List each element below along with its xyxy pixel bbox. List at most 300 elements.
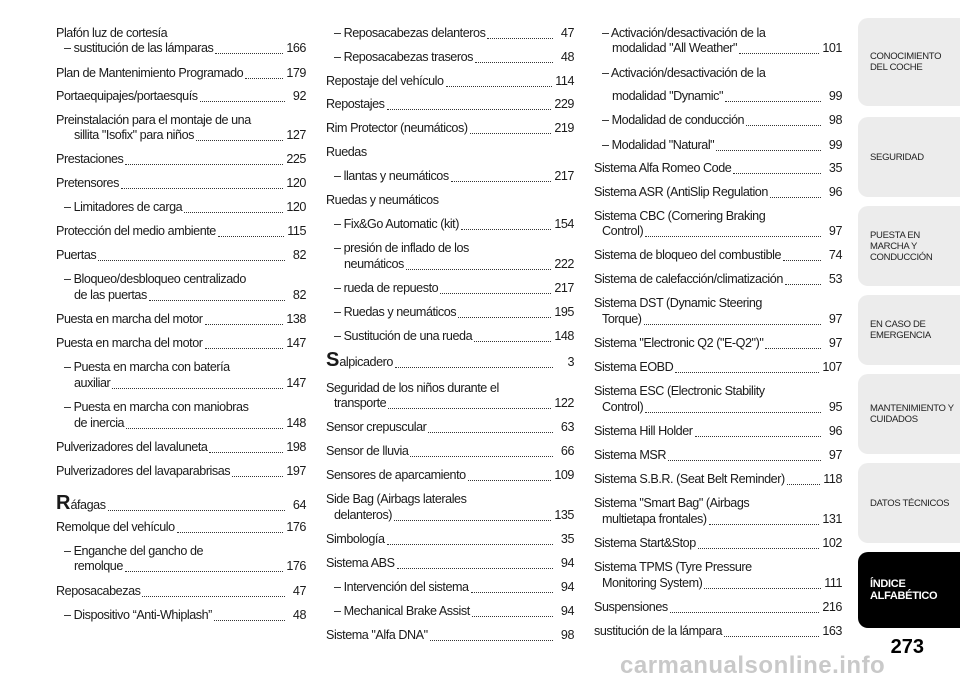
page-ref: 107	[822, 360, 842, 374]
index-entry	[56, 152, 306, 167]
dot-leader	[725, 91, 821, 102]
index-entry	[56, 544, 306, 559]
dot-leader	[765, 338, 821, 349]
index-entry	[326, 241, 574, 256]
dot-leader	[746, 115, 821, 126]
index-entry	[594, 512, 842, 527]
dot-leader	[218, 226, 284, 237]
dot-leader	[112, 378, 283, 389]
index-entry	[594, 560, 842, 575]
entry-text: Simbología	[326, 532, 385, 546]
page-ref: 127	[286, 128, 306, 142]
page-ref: 222	[554, 257, 574, 271]
page-ref: 216	[822, 600, 842, 614]
index-entry	[56, 360, 306, 375]
index-entry	[56, 584, 306, 599]
entry-text: Sistema de calefacción/climatización	[594, 272, 783, 286]
page-ref: 101	[822, 41, 842, 55]
index-entry	[594, 113, 842, 128]
page-ref: 82	[292, 288, 306, 302]
page-ref: 94	[560, 604, 574, 618]
entry-text: Sistema Start&Stop	[594, 536, 696, 550]
index-entry	[594, 600, 842, 615]
entry-text: Sistema ESC (Electronic Stability	[594, 384, 765, 398]
page-ref: 95	[828, 400, 842, 414]
index-entry	[56, 89, 306, 104]
dot-leader	[125, 154, 283, 165]
dot-leader	[177, 522, 284, 533]
dot-leader	[471, 582, 553, 593]
page-ref: 35	[560, 532, 574, 546]
page-ref: 74	[828, 248, 842, 262]
entry-text: Pulverizadores del lavaluneta	[56, 440, 208, 454]
dot-leader	[126, 418, 283, 429]
page-ref: 53	[828, 272, 842, 286]
dot-leader	[733, 163, 821, 174]
entry-text: Sistema "Electronic Q2 ("E-Q2")"	[594, 336, 764, 350]
entry-text: – rueda de repuesto	[334, 281, 439, 295]
entry-text: Portaequipajes/portaesquís	[56, 89, 198, 103]
entry-text: remolque	[74, 559, 123, 573]
index-entry	[326, 381, 574, 396]
entry-text	[56, 492, 106, 514]
index-entry	[326, 26, 574, 41]
index-entry	[326, 444, 574, 459]
index-entry	[594, 536, 842, 551]
page-ref: 94	[560, 580, 574, 594]
page-ref: 195	[554, 305, 574, 319]
index-entry	[326, 169, 574, 184]
entry-text: Plan de Mantenimiento Programado	[56, 66, 244, 80]
entry-text: Puesta en marcha del motor	[56, 336, 203, 350]
chapter-tab-label: CONOCIMIENTO DEL COCHE	[870, 51, 942, 73]
entry-text: Ruedas	[326, 145, 367, 159]
entry-text: – Puesta en marcha con maniobras	[64, 400, 249, 414]
index-entry	[594, 448, 842, 463]
entry-text: – sustitución de las lámparas	[64, 41, 214, 55]
dot-leader	[397, 558, 553, 569]
index-entry	[326, 50, 574, 65]
chapter-tab[interactable]	[858, 295, 960, 365]
dot-leader	[739, 43, 819, 54]
page-ref: 138	[286, 312, 306, 326]
chapter-tab[interactable]	[858, 552, 960, 628]
page-ref: 217	[554, 169, 574, 183]
dot-leader	[395, 357, 553, 368]
dot-leader	[451, 171, 552, 182]
index-entry	[326, 396, 574, 411]
entry-text: modalidad "All Weather"	[612, 41, 738, 55]
page-ref: 99	[828, 138, 842, 152]
index-entry	[326, 74, 574, 89]
entry-text: Plafón luz de cortesía	[56, 26, 168, 40]
page-ref: 176	[286, 520, 306, 534]
page-ref: 109	[554, 468, 574, 482]
index-entry	[594, 41, 842, 56]
dot-leader	[675, 362, 819, 373]
entry-text: – Activación/desactivación de la	[602, 26, 766, 40]
entry-text: – llantas y neumáticos	[334, 169, 449, 183]
entry-text: Repostajes	[326, 97, 385, 111]
entry-text: modalidad "Dynamic"	[612, 89, 723, 103]
entry-text: Protección del medio ambiente	[56, 224, 216, 238]
entry-text: Sistema "Alfa DNA"	[326, 628, 428, 642]
chapter-tab-label: PUESTA EN MARCHA Y CONDUCCIÓN	[870, 229, 933, 263]
dot-leader	[440, 283, 551, 294]
dot-leader	[98, 250, 285, 261]
page-ref: 47	[560, 26, 574, 40]
index-entry	[594, 576, 842, 591]
entry-text: – Fix&Go Automatic (kit)	[334, 217, 459, 231]
index-entry	[594, 336, 842, 351]
index-entry	[56, 440, 306, 455]
dot-leader	[645, 402, 821, 413]
entry-text: Seguridad de los niños durante el	[326, 381, 499, 395]
dot-leader	[205, 314, 284, 325]
index-entry	[594, 89, 842, 104]
index-entry	[594, 400, 842, 415]
dot-leader	[698, 538, 820, 549]
index-entry	[326, 532, 574, 547]
page-ref: 122	[554, 396, 574, 410]
index-entry	[56, 128, 306, 143]
page-ref: 166	[286, 41, 306, 55]
page-ref: 64	[292, 498, 306, 512]
index-column-3	[594, 26, 842, 666]
page-ref: 98	[560, 628, 574, 642]
index-entry	[326, 305, 574, 320]
index-entry	[594, 209, 842, 224]
dot-leader	[410, 446, 553, 457]
entry-text: – Mechanical Brake Assist	[334, 604, 470, 618]
index-entry	[594, 224, 842, 239]
index-entry	[326, 628, 574, 643]
entry-text: Pretensores	[56, 176, 119, 190]
dot-leader	[670, 602, 820, 613]
entry-text: neumáticos	[344, 257, 404, 271]
index-entry	[326, 281, 574, 296]
index-entry	[326, 580, 574, 595]
index-column-1	[56, 26, 306, 666]
section-letter: R	[56, 492, 71, 514]
index-entry	[56, 66, 306, 81]
index-entry	[326, 145, 574, 160]
entry-text: – Puesta en marcha con batería	[64, 360, 230, 374]
entry-text: Preinstalación para el montaje de una	[56, 113, 251, 127]
dot-leader	[644, 314, 821, 325]
index-entry	[594, 312, 842, 327]
page-ref: 115	[287, 224, 306, 238]
dot-leader	[446, 76, 553, 87]
page-ref: 97	[828, 448, 842, 462]
entry-text: – Modalidad "Natural"	[602, 138, 715, 152]
dot-leader	[184, 202, 283, 213]
entry-text: Control)	[602, 224, 644, 238]
dot-leader	[394, 510, 551, 521]
index-column-2	[326, 26, 574, 666]
index-entry	[594, 624, 842, 639]
dot-leader	[475, 52, 553, 63]
entry-text: – presión de inflado de los	[334, 241, 469, 255]
index-entry	[326, 420, 574, 435]
dot-leader	[214, 610, 285, 621]
entry-text-rest: áfagas	[70, 498, 106, 512]
chapter-tab[interactable]	[858, 18, 960, 106]
entry-text: Sistema Hill Holder	[594, 424, 693, 438]
entry-text: – Ruedas y neumáticos	[334, 305, 457, 319]
page-number: 273	[890, 636, 924, 658]
page-ref: 179	[286, 66, 306, 80]
dot-leader	[387, 534, 553, 545]
index-entry	[56, 288, 306, 303]
entry-text: Sistema S.B.R. (Seat Belt Reminder)	[594, 472, 785, 486]
entry-text: Rim Protector (neumáticos)	[326, 121, 468, 135]
dot-leader	[487, 28, 553, 39]
dot-leader	[709, 514, 820, 525]
entry-text: Puesta en marcha del motor	[56, 312, 203, 326]
entry-text: Sistema CBC (Cornering Braking	[594, 209, 766, 223]
dot-leader	[770, 187, 821, 198]
dot-leader	[724, 626, 819, 637]
entry-text: – Sustitución de una rueda	[334, 329, 473, 343]
dot-leader	[695, 426, 821, 437]
entry-text: – Reposacabezas delanteros	[334, 26, 486, 40]
entry-text: – Limitadores de carga	[64, 200, 183, 214]
entry-text: de inercia	[74, 416, 125, 430]
chapter-tab-label: ÍNDICE ALFABÉTICO	[870, 578, 938, 602]
index-entry	[56, 312, 306, 327]
index-entry	[326, 97, 574, 112]
entry-text: Sistema EOBD	[594, 360, 674, 374]
dot-leader	[125, 561, 283, 572]
index-entry	[326, 257, 574, 272]
dot-leader	[388, 398, 551, 409]
entry-text: Sistema DST (Dynamic Steering	[594, 296, 762, 310]
page-ref: 148	[554, 329, 574, 343]
page-ref: 48	[560, 50, 574, 64]
index-entry	[326, 349, 574, 371]
dot-leader	[209, 442, 283, 453]
index-entry	[594, 248, 842, 263]
index-entry	[56, 608, 306, 623]
dot-leader	[200, 91, 285, 102]
dot-leader	[245, 68, 283, 79]
entry-text: – Modalidad de conducción	[602, 113, 745, 127]
page-ref: 147	[286, 336, 306, 350]
index-entry	[56, 400, 306, 415]
page-ref: 98	[828, 113, 842, 127]
entry-text: Sensores de aparcamiento	[326, 468, 466, 482]
section-letter: S	[326, 349, 340, 371]
page-ref: 48	[292, 608, 306, 622]
dot-leader	[142, 586, 285, 597]
page-ref: 147	[286, 376, 306, 390]
chapter-tab-label: EN CASO DE EMERGENCIA	[870, 319, 931, 341]
page-ref: 197	[286, 464, 306, 478]
page-ref: 97	[828, 224, 842, 238]
dot-leader	[458, 307, 551, 318]
chapter-sidebar	[858, 0, 960, 686]
entry-text: Repostaje del vehículo	[326, 74, 444, 88]
dot-leader	[785, 274, 821, 285]
dot-leader	[428, 422, 553, 433]
chapter-tab-label: DATOS TÉCNICOS	[870, 497, 950, 509]
index-entry	[56, 113, 306, 128]
dot-leader	[108, 500, 285, 511]
entry-text: Reposacabezas	[56, 584, 141, 598]
page-ref: 217	[554, 281, 574, 295]
entry-text: Prestaciones	[56, 152, 124, 166]
dot-leader	[461, 219, 551, 230]
dot-leader	[704, 578, 821, 589]
index-entry	[594, 424, 842, 439]
index-entry	[594, 472, 842, 487]
index-entry	[594, 26, 842, 41]
index-entry	[56, 520, 306, 535]
index-entry	[326, 604, 574, 619]
index-entry	[56, 416, 306, 431]
index-entry	[594, 66, 842, 81]
chapter-tab[interactable]	[858, 463, 960, 543]
dot-leader	[474, 331, 551, 342]
watermark: carmanualsonline.info	[620, 652, 886, 679]
page-ref: 96	[828, 424, 842, 438]
entry-text: Sistema ABS	[326, 556, 395, 570]
entry-text: Sistema ASR (AntiSlip Regulation	[594, 185, 768, 199]
page-ref: 96	[828, 185, 842, 199]
entry-text-rest: alpicadero	[339, 355, 393, 369]
page-ref: 94	[560, 556, 574, 570]
index-entry	[326, 468, 574, 483]
entry-text: Puertas	[56, 248, 97, 262]
entry-text: Torque)	[602, 312, 642, 326]
entry-text: – Dispositivo “Anti-Whiplash”	[64, 608, 212, 622]
dot-leader	[196, 130, 283, 141]
dot-leader	[787, 474, 821, 485]
entry-text: multietapa frontales)	[602, 512, 707, 526]
index-entry	[56, 336, 306, 351]
dot-leader	[232, 466, 283, 477]
entry-text: Monitoring System)	[602, 576, 703, 590]
entry-text: Sistema "Smart Bag" (Airbags	[594, 496, 750, 510]
index-entry	[594, 496, 842, 511]
entry-text	[326, 349, 393, 371]
dot-leader	[149, 290, 285, 301]
dot-leader	[470, 123, 552, 134]
entry-text: auxiliar	[74, 376, 111, 390]
entry-text: Sistema TPMS (Tyre Pressure	[594, 560, 752, 574]
page-ref: 97	[828, 312, 842, 326]
index-entry	[56, 464, 306, 479]
page-ref: 63	[560, 420, 574, 434]
page-ref: 176	[286, 559, 306, 573]
page-ref: 229	[554, 97, 574, 111]
page-ref: 99	[828, 89, 842, 103]
page-ref: 154	[554, 217, 574, 231]
page-ref: 225	[286, 152, 306, 166]
dot-leader	[215, 43, 283, 54]
chapter-tab[interactable]	[858, 206, 960, 286]
index-entry	[594, 272, 842, 287]
entry-text: – Intervención del sistema	[334, 580, 469, 594]
dot-leader	[645, 226, 821, 237]
index-entry	[594, 185, 842, 200]
index-entry	[56, 492, 306, 514]
entry-text: Sistema MSR	[594, 448, 667, 462]
index-entry	[56, 41, 306, 56]
page-ref: 111	[824, 576, 842, 590]
dot-leader	[205, 338, 284, 349]
page-ref: 120	[286, 176, 306, 190]
page-ref: 82	[292, 248, 306, 262]
dot-leader	[430, 630, 553, 641]
entry-text: Pulverizadores del lavaparabrisas	[56, 464, 231, 478]
page-ref: 102	[822, 536, 842, 550]
dot-leader	[387, 99, 552, 110]
entry-text: – Activación/desactivación de la	[602, 66, 766, 80]
page-ref: 92	[292, 89, 306, 103]
entry-text: Side Bag (Airbags laterales	[326, 492, 467, 506]
index-entry	[326, 217, 574, 232]
dot-leader	[783, 250, 821, 261]
entry-text: Ruedas y neumáticos	[326, 193, 439, 207]
page-ref: 120	[286, 200, 306, 214]
page-ref: 198	[286, 440, 306, 454]
dot-leader	[121, 178, 283, 189]
entry-text: Remolque del vehículo	[56, 520, 175, 534]
entry-text: – Reposacabezas traseros	[334, 50, 474, 64]
index-entry	[56, 248, 306, 263]
page-ref: 131	[822, 512, 842, 526]
page-ref: 219	[554, 121, 574, 135]
index-entry	[56, 272, 306, 287]
page-ref: 114	[555, 74, 574, 88]
entry-text: – Enganche del gancho de	[64, 544, 204, 558]
page-ref: 163	[822, 624, 842, 638]
index-entry	[594, 360, 842, 375]
dot-leader	[472, 606, 553, 617]
entry-text: Sensor de lluvia	[326, 444, 409, 458]
dot-leader	[668, 450, 821, 461]
page-ref: 118	[823, 472, 842, 486]
index-entry	[326, 556, 574, 571]
chapter-tab[interactable]	[858, 374, 960, 454]
entry-text: Sistema Alfa Romeo Code	[594, 161, 732, 175]
index-entry	[56, 176, 306, 191]
dot-leader	[468, 470, 552, 481]
index-entry	[56, 200, 306, 215]
entry-text: Sensor crepuscular	[326, 420, 427, 434]
index-entry	[594, 296, 842, 311]
chapter-tab[interactable]	[858, 117, 960, 197]
index-entry	[326, 492, 574, 507]
entry-text: Suspensiones	[594, 600, 668, 614]
index-entry	[594, 138, 842, 153]
index-entry	[326, 121, 574, 136]
index-entry	[326, 508, 574, 523]
page-ref: 135	[554, 508, 574, 522]
entry-text: Control)	[602, 400, 644, 414]
chapter-tab-label: MANTENIMIENTO Y CUIDADOS	[870, 403, 954, 425]
index-entry	[56, 26, 306, 41]
page-ref: 35	[828, 161, 842, 175]
page-ref: 97	[828, 336, 842, 350]
entry-text: delanteros)	[334, 508, 393, 522]
index-entry	[56, 376, 306, 391]
chapter-tab-label: SEGURIDAD	[870, 151, 924, 163]
index-entry	[594, 384, 842, 399]
entry-text: sillita "Isofix" para niños	[74, 128, 194, 142]
